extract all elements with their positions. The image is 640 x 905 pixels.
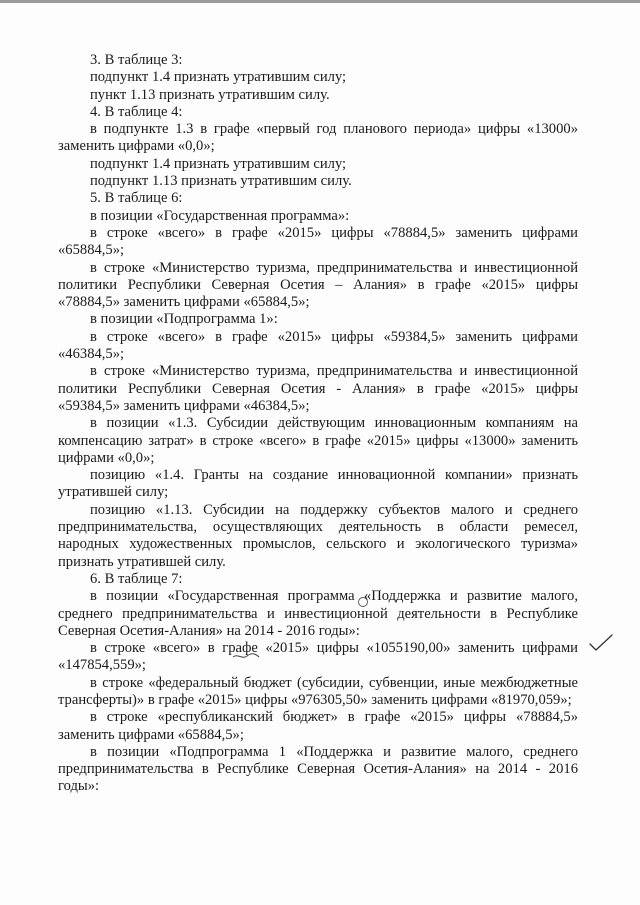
paragraph: в позиции «Государственная программа «Поддержка и развитие малого, среднего предпринимательства и инвестиционной деятельности в Республике Северная Осетия-Алания» на 2014 - 2016 годы»: [58, 588, 578, 639]
paragraph: в строке «всего» в графе «2015» цифры «59384,5» заменить цифрами «46384,5»; [58, 328, 578, 363]
paragraph: в строке «всего» в графе «2015» цифры «78884,5» заменить цифрами «65884,5»; [58, 224, 578, 259]
paragraph: в строке «Министерство туризма, предпринимательства и инвестиционной политики Республики Северная Осетия – Алания» в графе «2015» цифры «78884,5» заменить цифрами «65884,5»; [58, 259, 578, 311]
handwritten-circle-mark [357, 596, 369, 608]
paragraph-table4-heading: 4. В таблице 4: [90, 103, 183, 120]
paragraph: в позиции «1.3. Субсидии действующим инновационным компаниям на компенсацию затрат» в строке «всего» в графе «2015» цифры «13000» заменить цифрами «0,0»; [58, 415, 578, 466]
paragraph: в позиции «Государственная программа»: [90, 207, 350, 224]
paragraph: в подпункте 1.3 в графе «первый год планового периода» цифры «13000» заменить цифрами «0,0»; [58, 121, 578, 155]
paragraph: в строке «Министерство туризма, предпринимательства и инвестиционной политики Республики Северная Осетия - Алания» в графе «2015» цифры «59384,5» заменить цифрами «46384,5»; [58, 363, 578, 414]
paragraph: в позиции «Подпрограмма 1 «Поддержка и развитие малого, среднего предпринимательства в Республике Северная Осетия-Алания» на 2014 - 2016 годы»: [58, 743, 578, 795]
paragraph: пункт 1.13 признать утратившим силу. [90, 86, 330, 103]
handwritten-underline-mark [232, 652, 260, 660]
paragraph: позицию «1.13. Субсидии на поддержку субъектов малого и среднего предпринимательства, осуществляющих деятельность в области ремесел, народных художественных промыслов, сельского и экологического туризма» признать утратившей силу. [58, 501, 578, 570]
paragraph: подпункт 1.13 признать утратившим силу. [90, 173, 352, 190]
scan-top-edge [0, 0, 640, 3]
paragraph-table3-heading: 3. В таблице 3: [90, 52, 183, 68]
paragraph: в строке «всего» в графе «2015» цифры «1055190,00» заменить цифрами «147854,559»; [58, 640, 578, 674]
handwritten-check-mark [588, 632, 614, 652]
paragraph: в строке «федеральный бюджет (субсидии, субвенции, иные межбюджетные трансферты)» в графе «2015» цифры «976305,50» заменить цифрами «81970,059»; [58, 674, 578, 708]
paragraph: позицию «1.4. Гранты на создание инновационной компании» признать утратившей силу; [58, 467, 578, 501]
paragraph-table6-heading: 5. В таблице 6: [90, 190, 183, 207]
paragraph: в позиции «Подпрограмма 1»: [90, 311, 278, 328]
document-body [58, 52, 578, 796]
paragraph-table7-heading: 6. В таблице 7: [90, 570, 183, 587]
paragraph: подпункт 1.4 признать утратившим силу; [90, 155, 347, 172]
paragraph: подпункт 1.4 признать утратившим силу; [90, 69, 347, 86]
paragraph: в строке «республиканский бюджет» в графе «2015» цифры «78884,5» заменить цифрами «65884,5»; [58, 709, 578, 743]
